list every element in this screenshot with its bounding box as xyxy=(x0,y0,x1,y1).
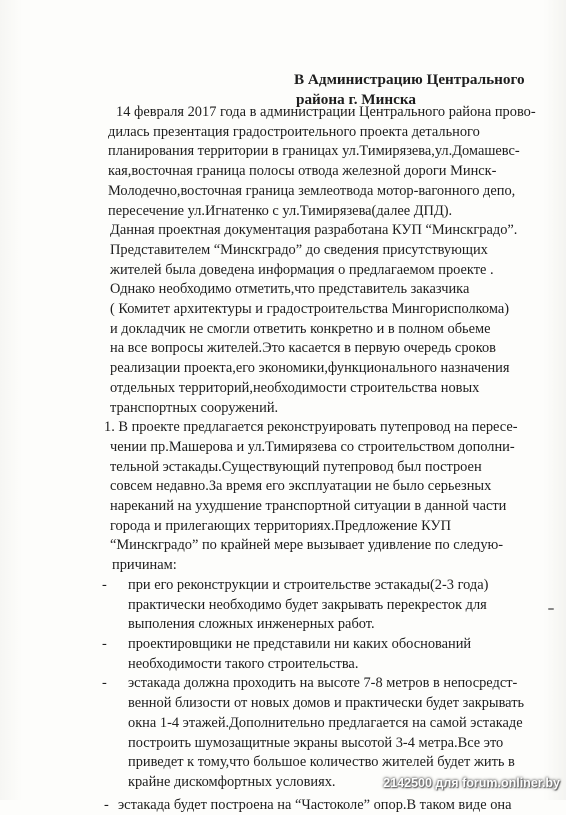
list-line: выполения сложных инженерных работ. xyxy=(128,616,375,633)
list-line: окна 1-4 этажей.Дополнительно предлагается на самой эстакаде xyxy=(128,714,523,731)
list-line: крайне дискомфортных условиях. xyxy=(128,773,336,790)
text-line: города и прилегающих территориях.Предложение КУП xyxy=(110,517,452,534)
text-line: жителей была доведена информация о предлагаемом проекте . xyxy=(110,261,494,278)
document-body xyxy=(102,103,548,815)
heading-line-2: района г. Минска xyxy=(296,91,416,108)
text-line: 14 февраля 2017 года в администрации Центрального района прово- xyxy=(116,104,536,120)
text-line: на все вопросы жителей.Это касается в первую очередь сроков xyxy=(110,340,496,357)
text-line: Представителем “Минскградо” до сведения присутствующих xyxy=(110,241,488,258)
list-line: построить шумозащитные экраны высотой 3-4 метра.Все это xyxy=(128,734,504,751)
list-line: проектировщики не представили ни каких обоснований xyxy=(128,635,472,652)
list-dash: - xyxy=(102,635,107,652)
text-line: “Минскградо” по крайней мере вызывает удивление по следую- xyxy=(110,537,504,554)
text-line: Данная проектная документация разработана КУП “Минскградо”. xyxy=(110,222,518,239)
list-line: необходимости такого строительства. xyxy=(128,655,359,672)
watermark: 2142500 для forum.onliner.by xyxy=(383,776,560,790)
list-dash: - xyxy=(102,576,107,593)
text-line: ( Комитет архитектуры и градостроительства Мингорисполкома) xyxy=(110,301,510,318)
text-line: реализации проекта,его экономики,функционального назначения xyxy=(110,360,510,377)
text-line: причинам: xyxy=(112,557,177,574)
text-line: чении пр.Машерова и ул.Тимирязева со строительством дополни- xyxy=(110,438,515,455)
text-line: нареканий на ухудшение транспортной ситуации в данной части xyxy=(110,498,507,515)
text-line: дилась презентация градостроительного проекта детального xyxy=(108,123,480,140)
list-line: эстакада должна проходить на высоте 7-8 метров в непосредст- xyxy=(128,675,518,692)
list-item xyxy=(104,796,548,815)
text-line: тельной эстакады.Существующий путепровод был построен xyxy=(110,458,482,475)
text-line: Однако необходимо отметить,что представитель заказчика xyxy=(110,281,470,298)
list-line: при его реконструкции и строительстве эстакады(2-3 года) xyxy=(128,576,489,593)
list-item xyxy=(102,674,548,792)
text-line: транспортных сооружений. xyxy=(110,399,279,416)
list-item xyxy=(102,635,548,674)
list-item xyxy=(102,576,548,635)
text-line: Молодечно,восточная граница землеотвода мотор-вагонного депо, xyxy=(108,182,516,199)
text-line: 1. В проекте предлагается реконструировать путепровод на пересе- xyxy=(104,419,518,436)
heading-line-1: В Администрацию Центрального xyxy=(294,71,525,88)
text-line: кая,восточная граница полосы отвода железной дороги Минск- xyxy=(108,163,497,180)
scan-mark xyxy=(548,608,554,610)
list-line: эстакада будет построена на “Частоколе” опор.В таком виде она xyxy=(118,796,512,813)
text-line: и докладчик не смогли ответить конкретно и в полном обьеме xyxy=(110,320,491,337)
list-line: венной близости от новых домов и практически будет закрывать xyxy=(128,695,525,712)
list-dash: - xyxy=(104,796,109,813)
text-line: пересечение ул.Игнатенко с ул.Тимирязева(далее ДПД). xyxy=(108,202,453,219)
text-line: планирования территории в границах ул.Тимирязева,ул.Домашевс- xyxy=(108,143,520,160)
text-line: отдельных территорий,необходимости строительства новых xyxy=(110,379,480,396)
list-line: приведет к тому,что большое количество жителей будет жить в xyxy=(128,754,515,771)
list-line: практически необходимо будет закрывать перекресток для xyxy=(128,596,487,613)
text-line: совсем недавно.За время его эксплуатации не было серьезных xyxy=(110,478,492,495)
list-dash: - xyxy=(102,675,107,692)
